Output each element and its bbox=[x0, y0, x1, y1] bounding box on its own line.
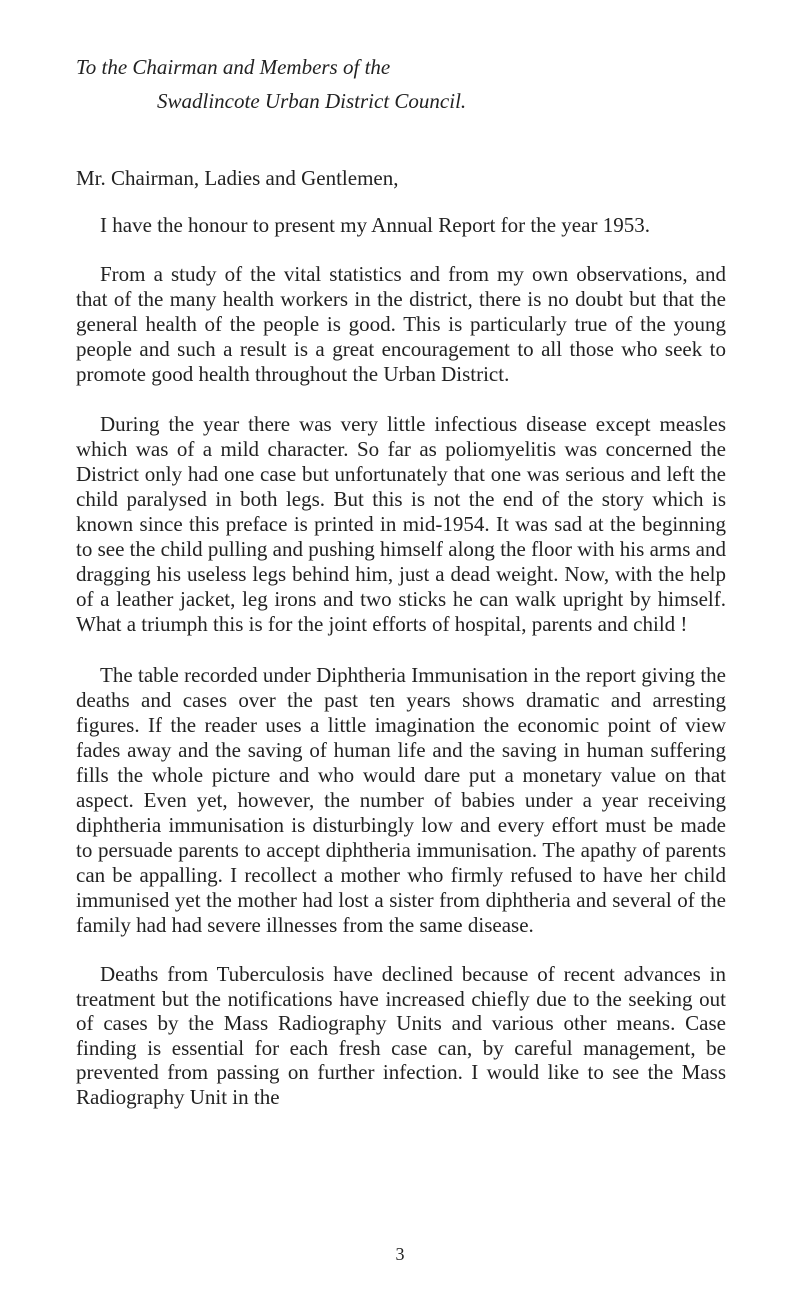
address-line-1: To the Chairman and Members of the bbox=[76, 55, 391, 79]
page-number: 3 bbox=[395, 1244, 405, 1264]
salutation: Mr. Chairman, Ladies and Gentlemen, bbox=[76, 166, 399, 190]
report-preface bbox=[76, 50, 726, 1109]
paragraph-infectious-disease: During the year there was very little infectious disease except measles which was of a mild character. So far as poliomyelitis was concerned the District only had one case but unfortunately that one was serious and left the child paralysed in both legs. But this is not the end of the story which is known since this preface is printed in mid-1954. It was sad at the beginning to see the child pulling and pushing himself along the floor with his arms and dragging his useless legs behind him, just a dead weight. Now, with the help of a leather jacket, leg irons and two sticks he can walk upright by himself. What a triumph this is for the joint efforts of hospital, parents and child ! bbox=[76, 412, 726, 636]
paragraph-intro: I have the honour to present my Annual Report for the year 1953. bbox=[100, 213, 650, 237]
paragraph-tuberculosis: Deaths from Tuberculosis have declined because of recent advances in treatment but the notifications have increased chiefly due to the seeking out of cases by the Mass Radiography Units and various other means. Case finding is essential for each fresh case can, by careful management, be prevented from passing on further infection. I would like to see the Mass Radiography Unit in the bbox=[76, 962, 726, 1109]
paragraph-diphtheria: The table recorded under Diphtheria Immunisation in the report giving the deaths and cases over the past ten years shows dramatic and arresting figures. If the reader uses a little imagination the economic point of view fades away and the saving of human life and the saving in human suffering fills the whole picture and who would dare put a monetary value on that aspect. Even yet, however, the number of babies under a year receiving diphtheria immunisation is disturbingly low and every effort must be made to persuade parents to accept diphtheria immunisation. The apathy of parents can be appalling. I recollect a mother who firmly refused to have her child immunised yet the mother had lost a sister from diphtheria and several of the family had had severe illnesses from the same disease. bbox=[76, 663, 726, 937]
address-line-2: Swadlincote Urban District Council. bbox=[157, 89, 467, 113]
paragraph-general-health: From a study of the vital statistics and from my own observations, and that of the many health workers in the district, there is no doubt but that the general health of the people is good. This is particularly true of the young people and such a result is a great encouragement to all those who seek to promote good health throughout the Urban District. bbox=[76, 262, 726, 386]
